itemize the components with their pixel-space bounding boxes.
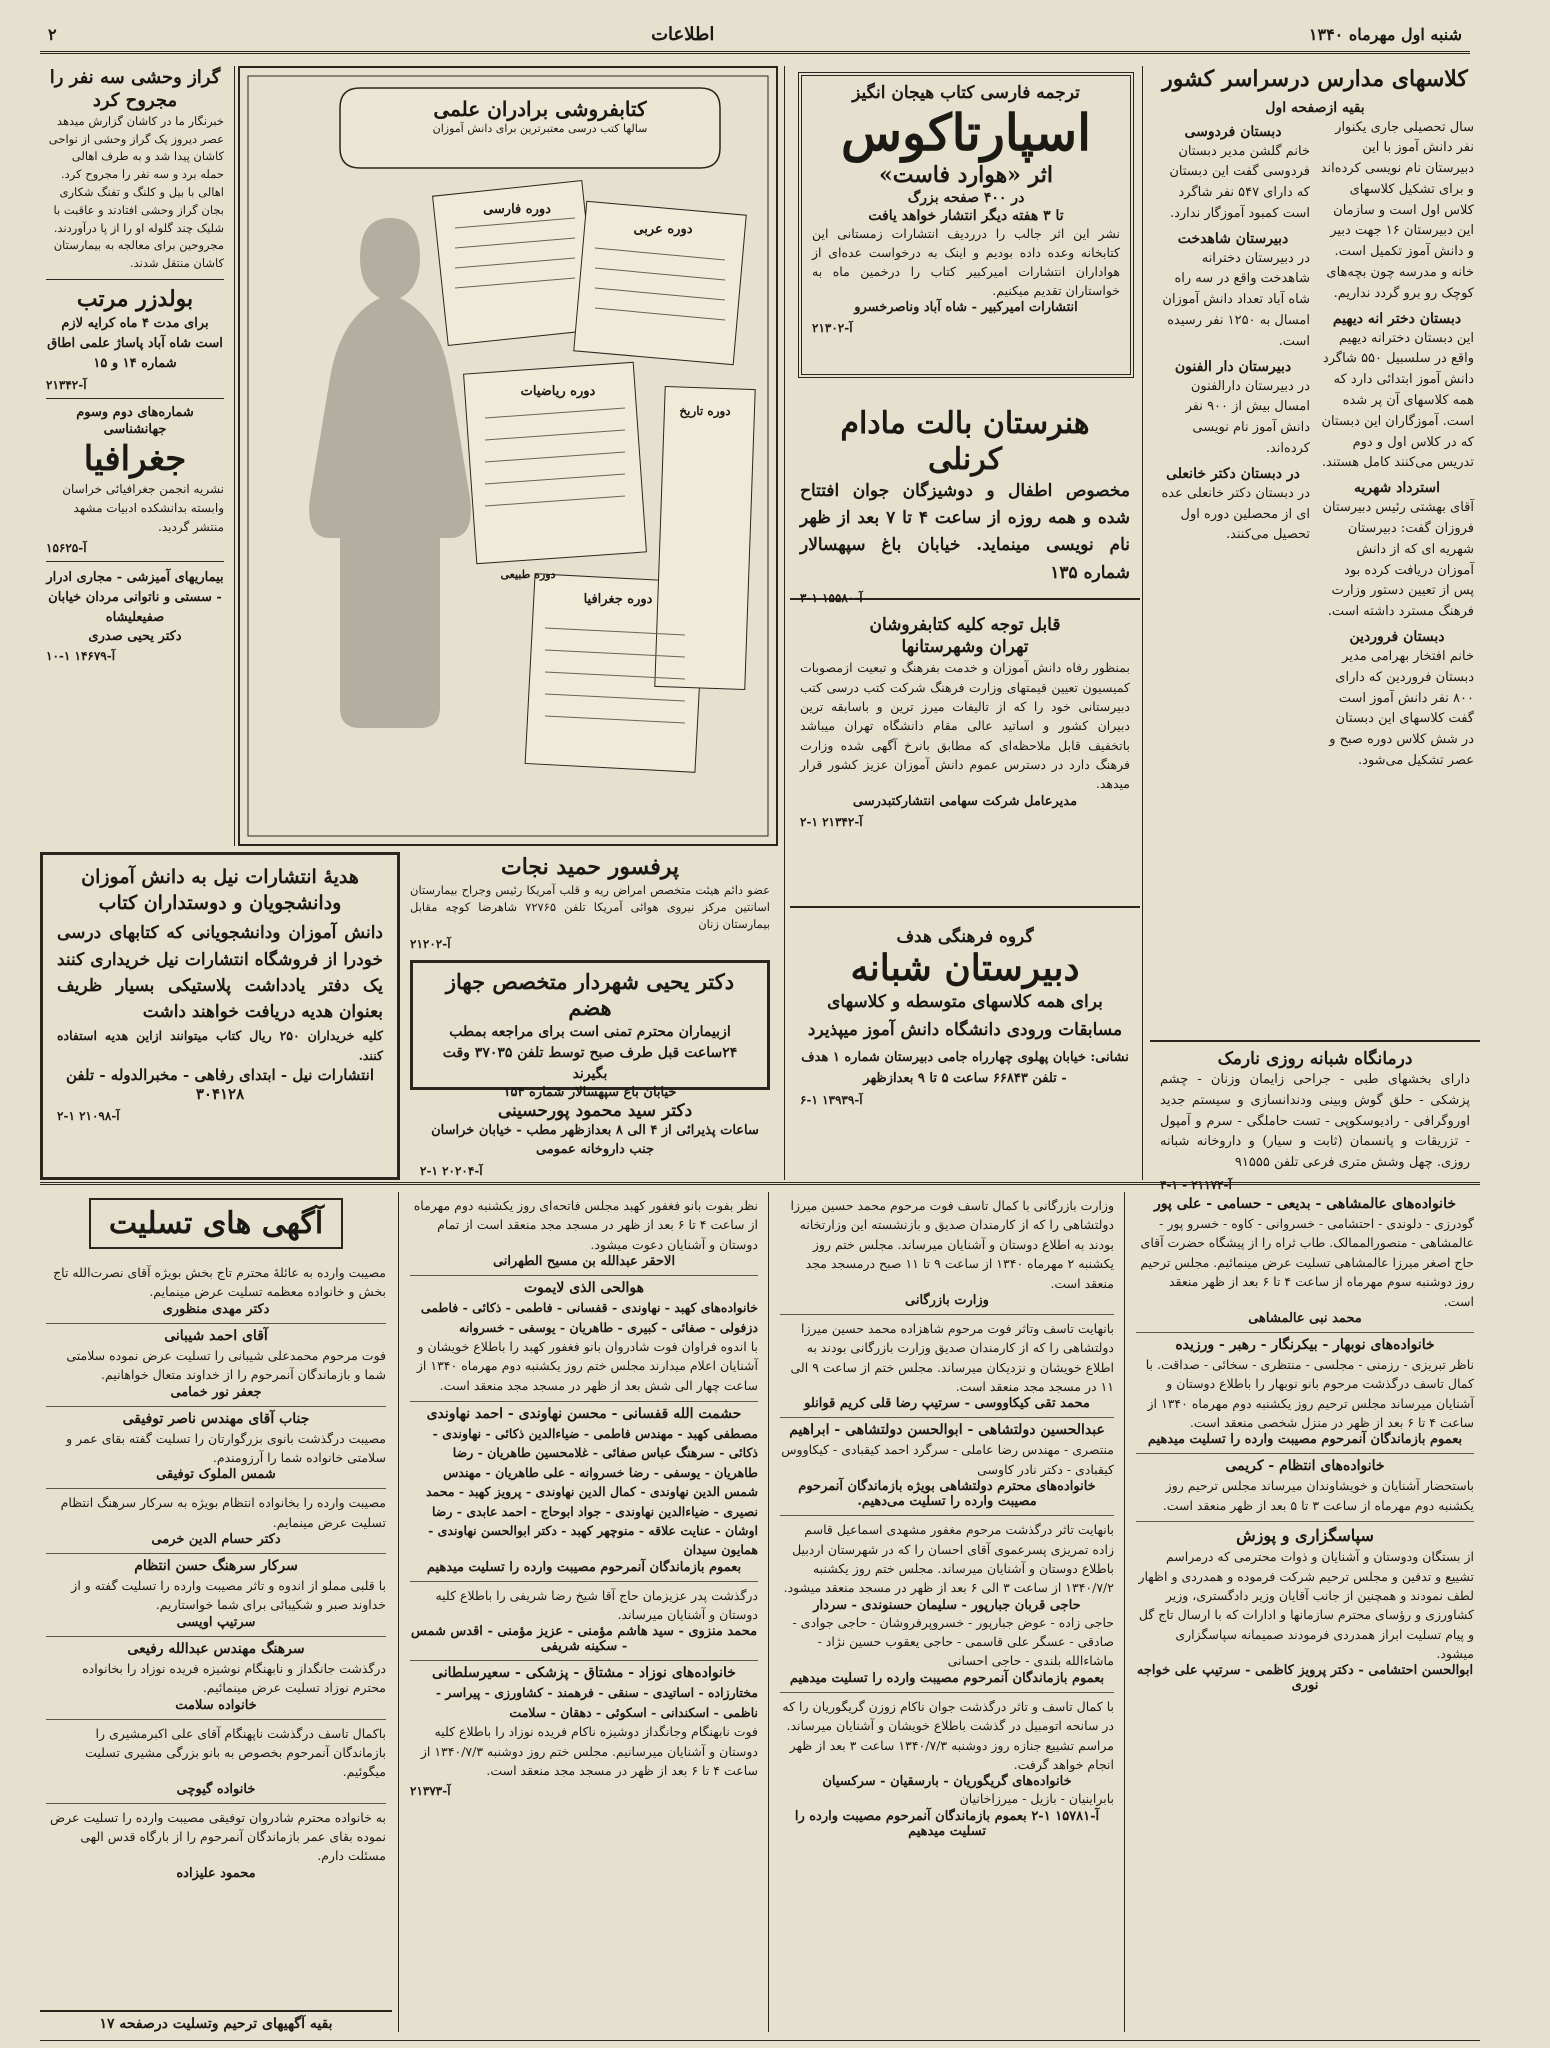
notice: [46, 1407, 386, 1490]
schools-subhead: استرداد شهریه: [1353, 480, 1441, 497]
spartacus-title: اسپارتاکوس: [840, 103, 1092, 163]
shahrdar-ad: [410, 960, 770, 1100]
ballet-code: آ-۱۵۵۸۰ ۱-۳: [800, 590, 863, 605]
notice-body: مصطفی کهبد - مهندس فاطمی - ضیاءالدین ذکائی - نهاوندی - ذکائی - سرهنگ عباس صفائی - غلامحسین طاهریان - رضا طاهریان - یوسفی - رضا خسروانه - علی طاهریان - مهندس شمس الدین نهاوندی - کمال الدین نهاوندی - پرویز کهبد - محمد نصیری - ضیاءالدین نهاوندی - جواد ابوحاج - احمد عابدی - رضا اوشان - عنایت علاقه - منوچهر کهبد - دکتر ابوالحسن نهاوندی - همایون سیدان: [425, 1426, 758, 1558]
page-number: ۲: [48, 25, 57, 44]
notice-signature: جعفر نور خمامی: [170, 1384, 262, 1400]
nil-note: کلیه خریداران ۲۵۰ ریال کتاب میتوانند ازاین هدیه استفاده کنند.: [57, 1027, 383, 1063]
column-rule: [784, 66, 785, 1180]
najat-code: آ-۲۱۲۰۲: [410, 937, 451, 952]
bookshops-body: بمنظور رفاه دانش آموزان و خدمت بفرهنگ و تبعیت ازمصوبات کمیسیون تعیین قیمتهای وزارت فرهنگ شرکت کتب درسی کتب دبیرستانی خود را که از تالیفات میرز ترین و باسابقه ترین دبیران کشور و اساتید عالی مقام دانشگاه تهران میباشد باتخفیف قابل ملاحظه‌ای که مطابق بانرخ آگهی شده وزارت فرهنگ دارد در دسترس عموم دانش آموزان عزیز کشور قرار میدهد.: [800, 660, 1130, 792]
book-card-label: دوره ریاضیات: [520, 384, 596, 399]
column-rule: [398, 1192, 399, 2032]
najat-title: پرفسور حمید نجات: [501, 854, 679, 880]
notice-title: حشمت الله قفسانی - محسن نهاوندی - احمد نهاوندی: [426, 1406, 742, 1422]
nil-address: انتشارات نیل - ابتدای رفاهی - مخبرالدوله - تلفن ۳۰۴۱۲۸: [65, 1065, 375, 1104]
notice: [46, 1554, 386, 1637]
item-rule: [46, 398, 224, 399]
page-header: [40, 18, 1470, 54]
bookshops-title: قابل توجه کلیه کتابفروشان: [869, 615, 1061, 635]
publication-name: اطلاعات: [651, 24, 715, 45]
notice-signature: ابوالحسن احتشامی - دکتر پرویز کاظمی - سرتیپ علی خواجه نوری: [1136, 1663, 1474, 1694]
notice: [46, 1804, 386, 1887]
notice-signature: بعموم بازماندگان آنمرحوم مصیبت وارده را تسلیت میدهیم: [789, 1670, 1105, 1686]
notice-title: عبدالحسین دولتشاهی - ابوالحسن دولتشاهی - ابراهیم: [789, 1422, 1105, 1439]
notice-body: با قلبی مملو از اندوه و تاثر مصیبت وارده را تسلیت گفته و از خداوند صبر و شکیبائی برای شما خواستاریم.: [71, 1578, 386, 1613]
doctor-sadri-code: آ-۱۴۶۷۹ ۱-۱۰: [46, 649, 116, 664]
notice-signature: محمد تقی کیکاووسی - سرتیپ رضا قلی کریم قوانلو: [804, 1396, 1090, 1412]
notice-signature: دکتر حسام الدین خرمی: [151, 1532, 281, 1547]
notice: [46, 1259, 386, 1324]
notice: [780, 1516, 1114, 1693]
notice-title: خانواده‌های نوزاد - مشتاق - پزشکی - سعیرسلطانی: [432, 1665, 736, 1682]
column-rule: [1142, 66, 1143, 1180]
notice-body: باکمال تاسف درگذشت ناپهنگام آقای علی اکبرمشیری را بازماندگان آنمرحوم بخصوص به بانو بزرگی مشیری تسلیت میگوئیم.: [85, 1725, 386, 1780]
geography-title: جغرافیا: [83, 438, 187, 479]
bulldozer-body: برای مدت ۴ ماه کرایه لازم است شاه آباد پاساژ علمی اطاق شماره ۱۴ و ۱۵: [47, 315, 223, 371]
nil-title: هدیهٔ انتشارات نیل به دانش آموزان ودانشجویان و دوستداران کتاب: [81, 866, 359, 914]
page-bottom-rule: [40, 2040, 1480, 2041]
night-school-address: نشانی: خیابان پهلوی چهارراه جامی دبیرستان شماره ۱ هدف - تلفن ۶۶۸۴۳ ساعت ۵ تا ۹ بعدازظهر: [801, 1049, 1129, 1086]
notice-body: درگذشت پدر عزیزمان حاج آقا شیخ رضا شریفی را باطلاع کلیه دوستان و آشنایان میرساند.: [435, 1587, 758, 1622]
condolence-column-2: [404, 1192, 764, 2032]
column-rule: [234, 66, 235, 846]
notice-body: نظر بفوت بانو فغفور کهبد مجلس فاتحه‌ای روز یکشنبه دوم مهرماه از ساعت ۴ تا ۶ بعد از ظهر در مسجد مجد منعقد است از تمام دوستان و آشنایان دعوت میشود.: [413, 1198, 758, 1252]
bulldozer-title: بولدزر مرتب: [76, 286, 194, 313]
schools-paragraph: در دبیرستان دارالفنون امسال بیش از ۹۰۰ نفر دانش آموز نام نویسی کرده‌اند.: [1185, 378, 1310, 457]
notice: [410, 1192, 758, 1276]
bookstore-slogan: سالها کتب درسی معتبرترین برای دانش آموزان: [432, 122, 648, 135]
notice-signature: آ-۱۵۷۸۱ ۱-۲ بعموم بازماندگان آنمرحوم مصیبت وارده را تسلیت میدهیم: [794, 1808, 1100, 1839]
condolence-column-4: [1130, 1192, 1480, 2032]
notice-signature: خانواده گیوچی: [176, 1781, 256, 1797]
notice: [780, 1315, 1114, 1419]
notice-signature: دکتر مهدی منظوری: [162, 1301, 270, 1317]
notice-body: با اندوه فراوان فوت شادروان بانو فغفور کهبد را باطلاع خویشان و آشنایان اعلام میدارند مجلس ختم روز یکشنبه دوم مهرماه ۱۳۴۰ از ساعت چهار الی شش بعد از ظهر در مسجد مجد منعقد است.: [416, 1338, 758, 1393]
ballet-title: هنرستان بالت مادام کرنلی: [840, 406, 1090, 477]
notice: [1136, 1192, 1474, 1333]
schools-paragraph: در دبیرستان دخترانه شاهدخت واقع در سه راه شاه آباد تعداد دانش آموزان امسال به ۱۲۵۰ نفر رسیده است.: [1162, 250, 1310, 349]
schools-subhead: دبیرستان شاهدخت: [1177, 230, 1289, 247]
notice-title: هوالحی الذی لایموت: [523, 1280, 645, 1297]
notice-signature: شمس الملوک توفیقی: [156, 1467, 276, 1483]
notice: [410, 1402, 758, 1582]
najat-body: عضو دائم هیئت متخصص امراض ریه و قلب آمریکا رئیس وجراح بیمارستان اسانتین مرکز نیروی هوائی آمریکا تلفن ۷۲۷۶۵ شاهرضا کوچه مقابل بیمارستان زنان: [410, 882, 770, 931]
notice-title: جناب آقای مهندس ناصر توفیقی: [122, 1410, 310, 1427]
notice-signature: محمد نبی عالمشاهی: [1248, 1310, 1362, 1326]
schools-paragraph: سال تحصیلی جاری یکنوار نفر دانش آموز با این دبیرستان نام نویسی کرده‌اند و برای تشکیل کلاسهای کلاس اول است و سازمان این دبیرستان ۱۶ جهت دبیر و دانش آموز تکمیل است. خانه و مدرسه چون بچه‌های کوچک رو برو گردد نداریم.: [1320, 119, 1474, 301]
left-column: [40, 66, 230, 846]
geography-pretitle: شماره‌های دوم وسوم جهانشناسی: [76, 405, 194, 437]
notice-title: خانواده‌های عالمشاهی - بدیعی - حسامی - علی پور: [1153, 1196, 1456, 1212]
notice-code: آ-۲۱۳۷۳: [410, 1784, 451, 1799]
continuation-note: بقیه آگهیهای ترحیم وتسلیت درصفحه ۱۷: [40, 2010, 392, 2032]
item-rule: [46, 561, 224, 562]
schools-paragraph: این دبستان دخترانه دیهیم واقع در سلسبیل ۵۵۰ شاگرد دانش آموز ابتدائی دارد که همه کلاسهای آن پر شده است. آموزگاران این دبستان که در کلاس اول و دوم تدریس می‌کنند کامل هستند.: [1321, 330, 1474, 471]
clinic-code: آ-۲۱۱۷۲ - ۱-۴: [1160, 1178, 1232, 1193]
doctor-sadri-name: دکتر یحیی صدری: [88, 628, 182, 644]
shahrdar-title: دکتر یحیی شهردار متخصص جهاز هضم: [445, 969, 735, 1021]
notice-signature: حاجی قربان جبارپور - سلیمان حسنوندی - سردار: [813, 1597, 1081, 1613]
notice-title: خانواده‌های نوبهار - بیکرنگار - رهبر - ورزیده: [1175, 1336, 1435, 1353]
night-school-pretitle: گروه فرهنگی هدف: [896, 927, 1034, 947]
notice-body: منتصری - مهندس رضا عاملی - سرگرد احمد کیقبادی - کیکاووس کیقبادی - دکتر نادر کاوسی: [781, 1442, 1114, 1477]
clinic-ad: [1150, 1040, 1480, 1193]
shahrdar-address: خیابان باغ سپهسالار شماره ۱۵۴: [503, 1084, 677, 1100]
notice-title: سرکار سرهنگ حسن انتظام: [134, 1558, 298, 1574]
notice-body: مختارزاده - اساتیدی - سنقی - فرهمند - کشاورزی - پیراسر - ناظمی - اسکندانی - اسکوئی - دهقان - سلامت: [435, 1685, 758, 1720]
notice: [410, 1661, 758, 1804]
notice: [410, 1276, 758, 1402]
schools-subhead: دبیرستان دار الفنون: [1174, 358, 1292, 375]
issue-date: شنبه اول مهرماه ۱۳۴۰: [1308, 25, 1462, 44]
night-school-ad: [790, 920, 1140, 1178]
spartacus-author: اثر «هوارد فاست»: [879, 161, 1053, 188]
nil-body: دانش آموزان ودانشجویانی که کتابهای درسی خودرا از فروشگاه انتشارات نیل خریداری کنند یک دفتر یادداشت پلاستیکی بسیار ظریف بعنوان هدیه دریافت خواهند داشت: [57, 923, 383, 1023]
doctor-sadri-body: بیماریهای آمیزشی - مجاری ادرار - سستی و ناتوانی مردان خیابان صفیعلیشاه: [46, 570, 224, 626]
book-card-label: دوره فارسی: [483, 202, 551, 217]
schools-subhead: دبستان فردوسی: [1184, 123, 1282, 140]
notice-body: با کمال تاسف و تاثر درگذشت جوان ناکام زوزن گریگوریان را که در سانحه اتومبیل در گذشت باطلاع خویشان و آشنایان میرساند. مراسم تشییع جنازه روز دوشنبه ۱۳۴۰/۷/۳ ساعت ۳ بعد از ظهر انجام خواهد گرفت.: [782, 1698, 1114, 1772]
spartacus-pretitle: ترجمه فارسی کتاب هیجان انگیز: [852, 83, 1080, 103]
item-rule: [46, 279, 224, 280]
notice-signature: محمد منزوی - سید هاشم مؤمنی - عزیز مؤمنی - اقدس شمس - سکینه شریفی: [410, 1624, 758, 1655]
night-school-body: برای همه کلاسهای متوسطه و کلاسهای مسابقات ورودی دانشگاه دانش آموز میپذیرد: [807, 992, 1123, 1040]
section-separator: [40, 1182, 1480, 1185]
notice-body: حاجی زاده - عوض جبارپور - خسروپرفروشان - حاجی جوادی - صادقی - عسگر علی قاسمی - حاجی یعقوب حسین نژاد - ماشاءالله بلندی - حاجی احسانی: [792, 1614, 1114, 1669]
schools-paragraph: خانم گلشن مدیر دبستان فردوسی گفت این دبستان که دارای ۵۴۷ نفر شاگرد است کمبود آموزگار ندارد.: [1169, 143, 1310, 221]
notice-body: بانهایت تاسف وتاثر فوت مرحوم شاهزاده محمد حسین میرزا دولتشاهی را که از کارمندان صدیق وزارت بازرگانی بودند به اطلاع خویشان و نزدیکان میرساند. مجلس ختم از ساعت ۹ الی ۱۱ در مسجد مجد منعقد است.: [790, 1320, 1114, 1394]
condolence-column-3: [774, 1192, 1120, 2032]
nil-publications-ad: [40, 852, 400, 1180]
geography-code: آ-۱۵۶۲۵: [46, 541, 87, 556]
nil-code: آ-۲۱۰۹۸ ۱-۲: [57, 1108, 120, 1123]
najat-ad: [400, 848, 780, 958]
notice-body: گودرزی - دلوندی - احتشامی - خسروانی - کاوه - خسرو پور - عالمشاهی - منصورالممالک. طاب ثراه را از پیشگاه حضرت آقای حاج اصغر میرزا عالمشاهی تسلیت عرض مینمائیم. مجلس ترحیم روز دوشنبه سوم مهرماه از ساعت ۴ تا ۶ بعد از ظهر منعقد است.: [1140, 1216, 1474, 1309]
notice: [1136, 1333, 1474, 1455]
geography-body: نشریه انجمن جغرافیائی خراسان وابسته بدانشکده ادبیات مشهد منتشر گردید.: [62, 481, 224, 534]
spartacus-code: آ-۲۱۳۰۲: [812, 321, 853, 336]
schools-headline: کلاسهای مدارس درسراسر کشور: [1162, 66, 1468, 92]
notice-signature: خانواده سلامت: [175, 1697, 257, 1713]
notice-signature: بعموم بازماندگان آنمرحوم مصیبت وارده را تسلیت میدهیم: [1147, 1432, 1463, 1448]
pourhosseini-body: ساعات پذیرائی از ۴ الی ۸ بعدازظهر مطب - خیابان خراسان جنب داروخانه عمومی: [431, 1123, 759, 1157]
notice-title: آقای احمد شیبانی: [164, 1327, 268, 1344]
notice-title: سپاسگزاری و پوزش: [1236, 1526, 1374, 1546]
schools-paragraph: خانم افتخار بهرامی مدیر دبستان فروردین که دارای ۸۰۰ نفر دانش آموز است گفت کلاسهای این دبستان در شش کلاس دوره صبح و عصر تشکیل می‌شود.: [1329, 649, 1474, 769]
notice-signature: محمود علیزاده: [176, 1865, 256, 1881]
spartacus-release: تا ۳ هفته دیگر انتشار خواهد یافت: [868, 208, 1064, 225]
bookshops-code: آ-۲۱۳۴۲ ۱-۲: [800, 814, 863, 829]
notice: [1136, 1454, 1474, 1522]
notice-body: بانهایت تاثر درگذشت مرحوم مغفور مشهدی اسماعیل قاسم زاده تمریزی پسرعموی آقای احسان را که در شهرستان اردبیل باطلاع دوستان و آشنایان میرساند. مجلس ختم روز یکشنبه ۱۳۴۰/۷/۲ از ساعت ۳ الی ۶ بعد از ظهر در مسجد منعقد میشود.: [783, 1522, 1114, 1596]
spartacus-ad: [798, 72, 1134, 378]
notice-body: باستحضار آشنایان و خویشاوندان میرساند مجلس ترحیم روز یکشنبه دوم مهرماه از ساعت ۳ تا ۵ بعد از ظهر منعقد است.: [1162, 1478, 1474, 1513]
notice-body: مصیبت وارده به عائلهٔ محترم تاج بخش بویژه آقای نصرت‌الله تاج بخش و خانواده معظمه تسلیت عرض مینمایم.: [53, 1265, 386, 1300]
book-card-label: دوره عربی: [633, 222, 693, 237]
notice: [46, 1324, 386, 1407]
notice-body: فوت مرحوم محمدعلی شیبانی را تسلیت عرض نموده سلامتی شما و بازماندگان آنمرحوم را از خداوند متعال خواهانیم.: [66, 1347, 386, 1383]
notice: [410, 1582, 758, 1662]
book-card-label: دوره تاریخ: [679, 404, 731, 418]
notice-body: خانواده‌های کهبد - نهاوندی - قفسانی - فاطمی - ذکائی - فاطمی دزفولی - صفائی - کبیری - طاهریان - یوسفی - خسروانه: [420, 1300, 758, 1335]
notice-body: مصیبت وارده را بخانواده انتظام بویژه به سرکار سرهنگ انتظام تسلیت عرض مینمایم.: [60, 1495, 386, 1530]
notice-signature: بعموم بازماندگان آنمرحوم مصیبت وارده را تسلیت میدهیم: [426, 1559, 742, 1575]
pourhosseini-title: دکتر سید محمود پورحسینی: [497, 1101, 693, 1121]
notice: [780, 1418, 1114, 1516]
notice: [46, 1720, 386, 1804]
pourhosseini-code: آ-۲۰۲۰۴ ۱-۲: [420, 1163, 483, 1178]
notice-title: سرهنگ مهندس عبدالله رفیعی: [127, 1640, 305, 1657]
schools-subtitle: بقیه ازصفحه اول: [1265, 99, 1365, 116]
night-school-title: دبیرستان شبانه: [850, 947, 1080, 990]
spartacus-pages: در ۴۰۰ صفحه بزرگ: [907, 190, 1025, 207]
notice-signature: خانواده‌های محترم دولتشاهی بویژه بازماندگان آنمرحوم مصیبت وارده را تسلیت می‌دهیم.: [798, 1479, 1096, 1510]
notice-body: وزارت بازرگانی با کمال تاسف فوت مرحوم محمد حسین میرزا دولتشاهی را که از کارمندان صدیق و بازنشسته این وزارتخانه بودند به اطلاع دوستان و آشنایان میرساند. مجلس ختم روز یکشنبه ۲ مهرماه ۱۳۴۰ از ساعت ۹ تا ۱۱ صبح درمسجد مجد منعقد است.: [790, 1198, 1114, 1291]
notice-signature: خانواده‌های گریگوریان - بارسقیان - سرکسیان: [822, 1774, 1072, 1790]
notice: [46, 1489, 386, 1554]
bookshops-signature: مدیرعامل شرکت سهامی انتشارکتبدرسی: [852, 793, 1078, 809]
schools-subhead: دبستان فروردین: [1349, 629, 1445, 646]
notice-body: درگذشت جانگداز و نابهنگام نوشیزه فریده نوزاد را بخانواده محترم نوزاد تسلیت عرض مینمائیم.: [82, 1660, 386, 1696]
notice-body: فوت نابهنگام وجانگداز دوشیزه ناکام فریده نوزاد را باطلاع کلیه دوستان و آشنایان میرسانیم. مجلس ختم روز دوشنبه ۱۳۴۰/۷/۳ از ساعت ۴ تا ۶ بعد از ظهر در مسجد مجد منعقد است.: [420, 1724, 758, 1778]
bulldozer-code: آ-۲۱۳۴۲: [46, 378, 87, 393]
notice-signature: الاحقر عبدالله بن مسیح الطهرانی: [492, 1254, 676, 1270]
notice-signature: سرتیپ اویسی: [176, 1614, 256, 1630]
notice: [46, 1637, 386, 1720]
schools-subhead: دبستان دختر انه دیهیم: [1332, 310, 1462, 327]
bookstore-ad: [238, 66, 778, 846]
notice-body: مصیبت درگذشت بانوی بزرگوارتان را تسلیت گفته بقای عمر و سلامتی خانواده شما را آرزومندم.: [66, 1430, 386, 1465]
bookstore-name: کتابفروشی برادران علمی: [433, 97, 647, 121]
boar-headline: گراز وحشی سه نفر را مجروح کرد: [49, 67, 221, 112]
bookshops-subtitle: تهران وشهرستانها: [901, 637, 1029, 658]
notice: [1136, 1522, 1474, 1699]
schools-paragraph: آقای بهشتی رئیس دبیرستان فروزان گفت: دبیرستان شهریه ای که از دانش آموزان دریافت کرده بود پس از تعیین دستور وزارت فرهنگ مسترد داشته است.: [1322, 500, 1474, 620]
book-card-label: دوره جغرافیا: [583, 592, 653, 607]
night-school-code: آ-۱۳۹۳۹ ۱-۶: [800, 1093, 863, 1108]
spartacus-publisher: انتشارات امیرکبیر - شاه آباد وناصرخسرو: [854, 300, 1078, 316]
schools-subhead: در دبستان دکتر خانعلی: [1166, 465, 1300, 482]
spartacus-body: نشر این اثر جالب را درردیف انتشارات زمستانی این کتابخانه وعده داده بودیم و اینک به درخواست عده‌ای از هواداران انتشارات امیرکبیر کتاب را درخمین ماه به خواستاران تقدیم میکنیم.: [812, 226, 1120, 298]
condolence-banner: آگهی های تسلیت: [89, 1198, 343, 1249]
boar-body: خبرنگار ما در کاشان گزارش میدهد عصر دیروز یک گراز وحشی از نواحی کاشان پیدا شد و به طرف اهالی حمله برد و سه نفر را مجروح کرد. اهالی با بیل و کلنگ و تفنگ شکاری بجان گراز وحشی افتادند و عاقبت با شلیک چند گلوله او را از پا درآوردند. مجروحین برای معالجه به بیمارستان کاشان منتقل شدند.: [48, 113, 224, 271]
ballet-ad: [790, 400, 1140, 605]
notice-body: از بستگان ودوستان و آشنایان و ذوات محترمی که درمراسم تشییع و تدفین و مجلس ترحیم شرکت فرموده و همدردی و اظهار لطف نمودند و همچنین از جانب آقایان وزیر دادگستری، وزیر کشاورزی و رؤسای محترم سازمانها و ادارات که با ارسال تاج گل و پیام تسلیت ابراز همدردی فرمودند صمیمانه سپاسگزاری میشود.: [1138, 1549, 1474, 1661]
schools-paragraph: در دبستان دکتر خانعلی عده ای از محصلین دوره اول تحصیل می‌کنند.: [1161, 485, 1310, 543]
shahrdar-body: ازبیماران محترم تمنی است برای مراجعه بمطب ۲۴ساعت قبل طرف صبح توسط تلفن ۳۷۰۳۵ وقت بگیرند: [442, 1023, 738, 1082]
condolence-column-1: [40, 1192, 392, 2032]
notice: [780, 1192, 1114, 1315]
notice-body: ناظر تبریزی - رزمنی - مجلسی - منتظری - سخائی - صداقت. با کمال تاسف درگذشت مرحوم بانو نوبهار را باطلاع دوستان و آشنایان میرساند مجلس ترحیم روز یکشنبه دوم مهرماه ۱۳۴۰ از ساعت ۴ تا ۶ بعد از ظهر در منزل شخصی منعقد است.: [1145, 1356, 1474, 1430]
column-rule: [768, 1192, 769, 2032]
notice-signature: وزارت بازرگانی: [905, 1292, 989, 1308]
notice-body: بابراینیان - بازیل - میرزاخانیان: [959, 1791, 1114, 1807]
clinic-body: دارای بخشهای طبی - جراحی زایمان وزنان - چشم پزشکی - حلق گوش وبینی ودندانسازی و سیستم جدید اوروگرافی - رادیوسکوپی - تست حاملگی - سرم و آمپول - تزریقات و پانسمان (ثابت و سیار) و داروخانه شبانه روزی. چهل وشش متری فرعی تلفن ۹۱۵۵۵: [1160, 1072, 1470, 1171]
column-rule: [1124, 1192, 1125, 2032]
schools-article: [1150, 66, 1480, 1080]
book-card: [655, 387, 755, 690]
pourhosseini-ad: [410, 1094, 780, 1180]
ballet-body: مخصوص اطفال و دوشیزگان جوان افتتاح شده و همه روزه از ساعت ۴ تا ۷ بعد از ظهر نام نویسی مینماید. خیابان باغ سپهسالار شماره ۱۳۵: [800, 481, 1130, 583]
notice-body: به خانواده محترم شادروان توفیقی مصیبت وارده را تسلیت عرض نموده بقای عمر بازماندگان آنمرحوم را از بارگاه قدس الهی مسئلت دارم.: [50, 1809, 386, 1864]
book-card-label: دوره طبیعی: [500, 568, 556, 581]
bookstore-illustration: [240, 68, 776, 844]
clinic-title: درمانگاه شبانه روزی نارمک: [1217, 1049, 1413, 1069]
notice-title: خانواده‌های انتظام - کریمی: [1225, 1458, 1385, 1475]
notice: [780, 1693, 1114, 1845]
bookshops-ad: [790, 608, 1140, 908]
